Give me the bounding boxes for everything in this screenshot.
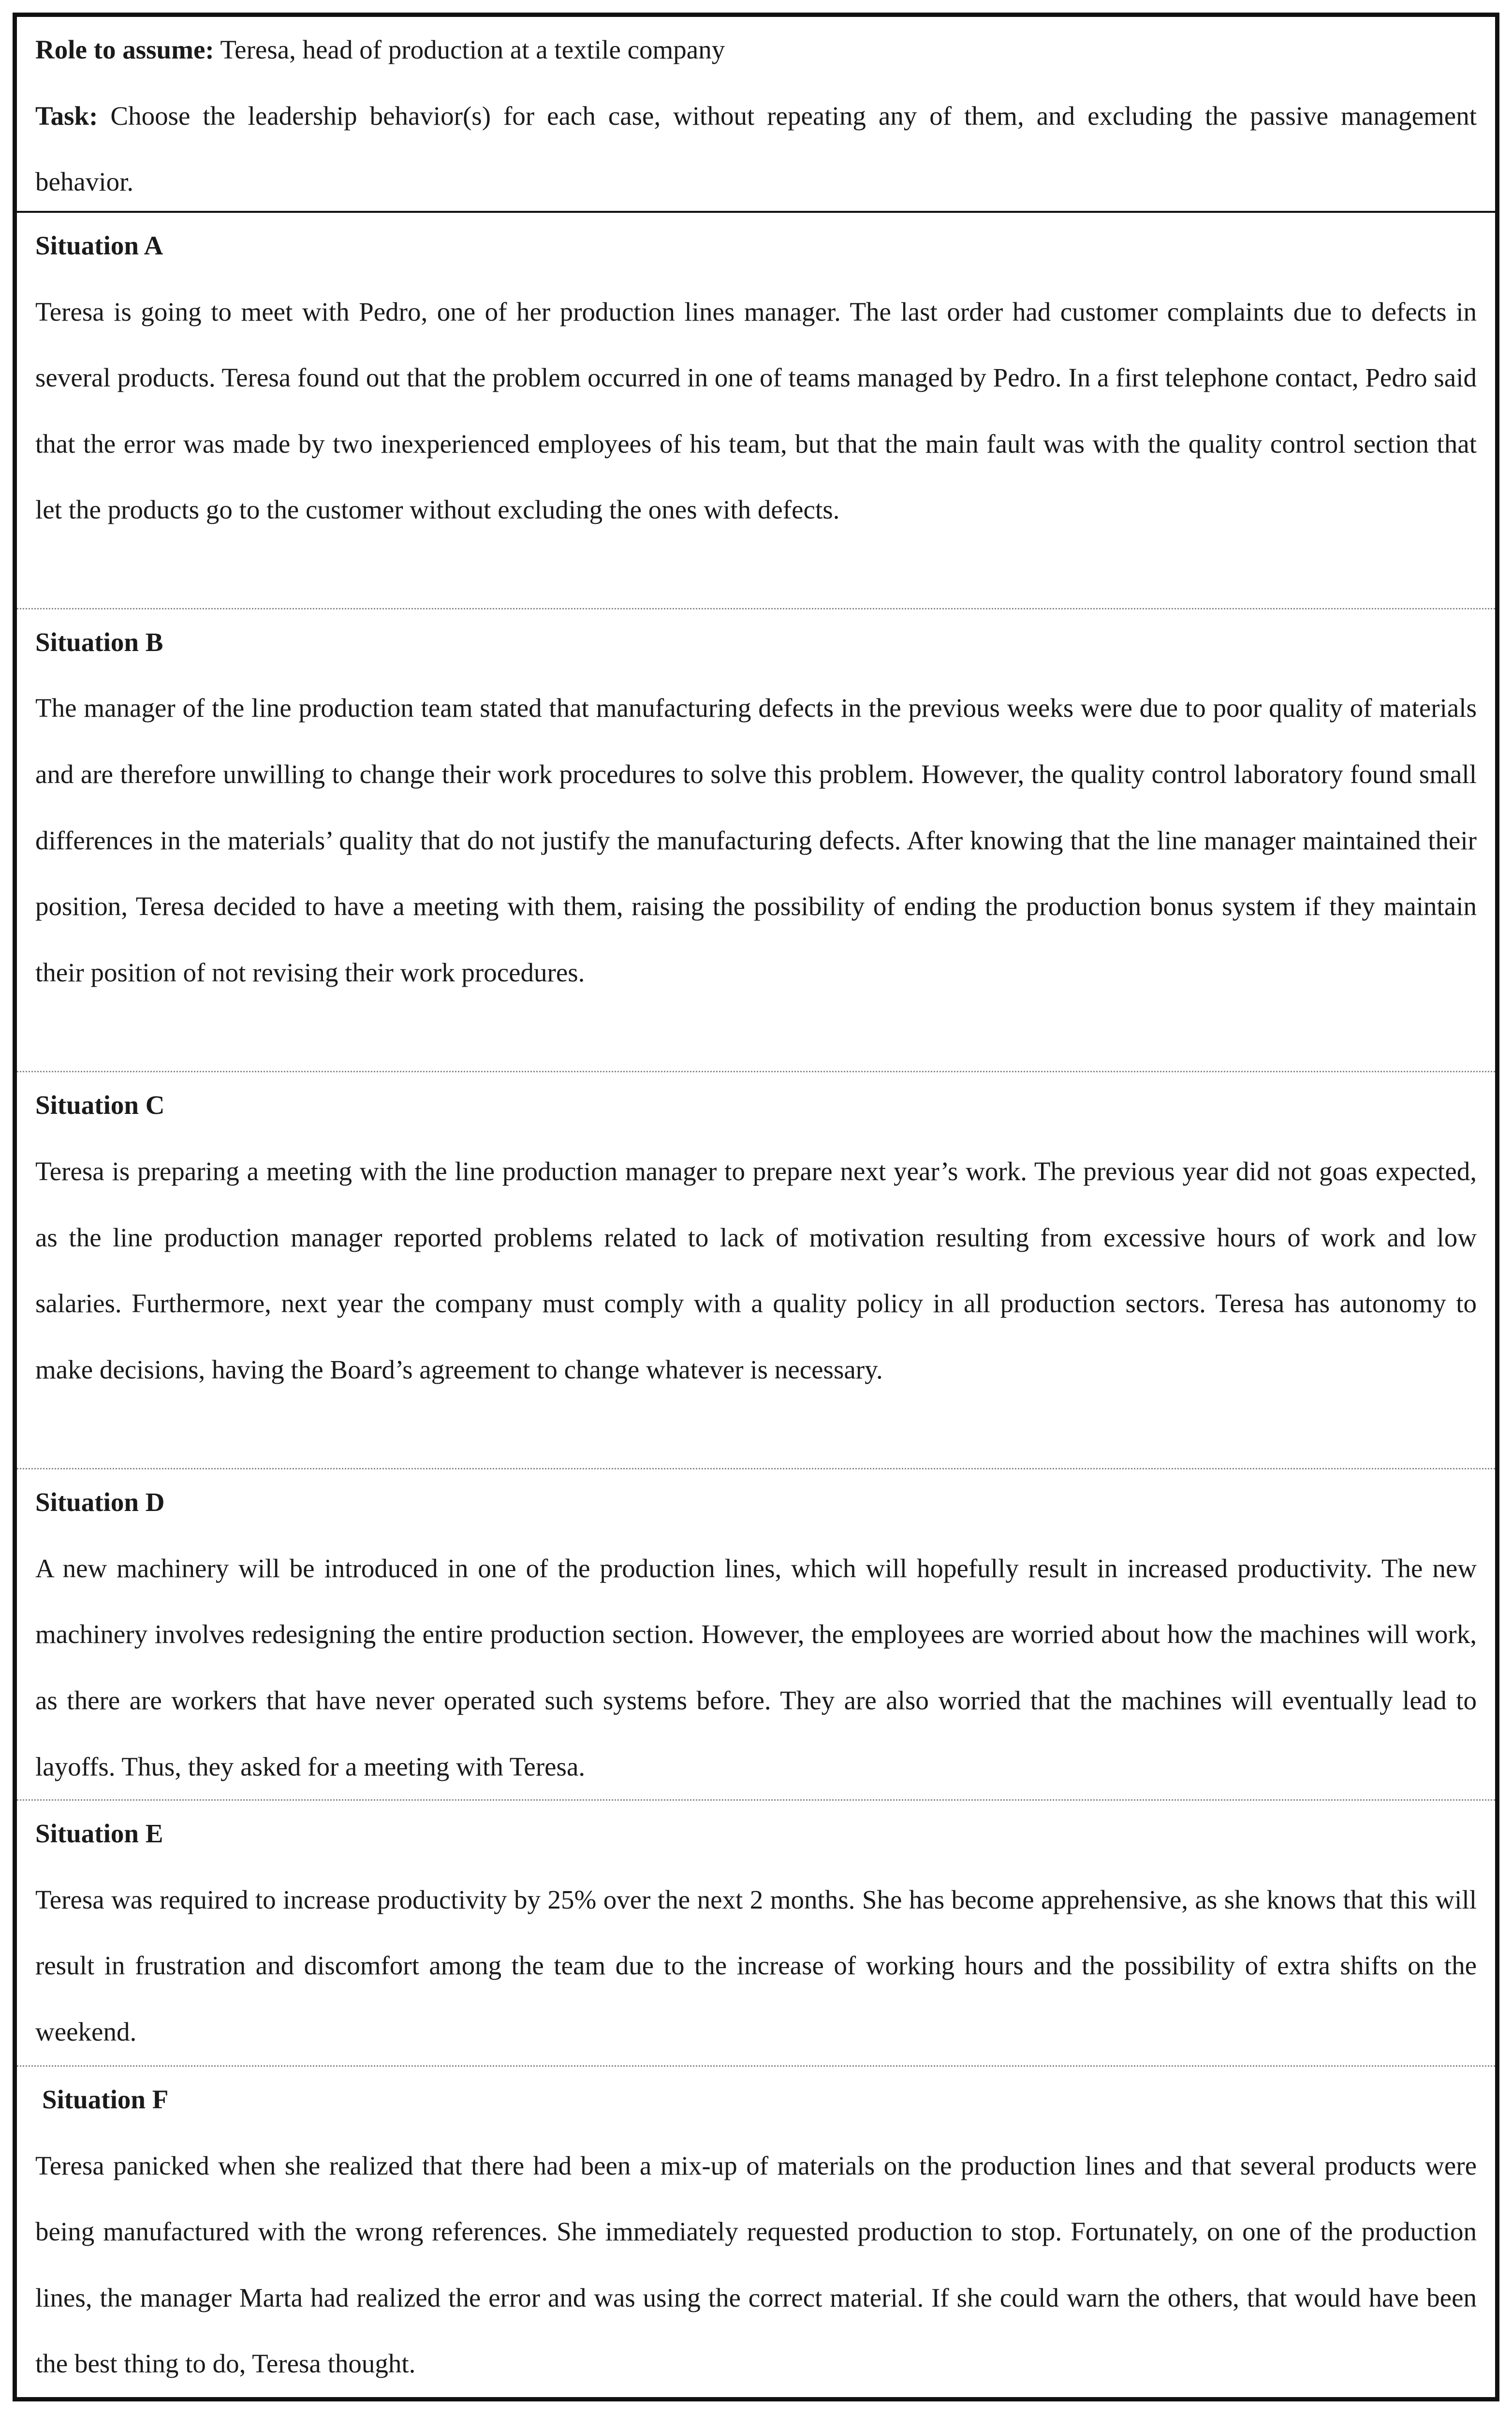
situation-title: Situation C: [35, 1090, 165, 1120]
situation-body: Teresa is preparing a meeting with the line production manager to prepare next year’s work. The previous year did not goas expected, as the line production manager reported problems related to lack of motivation resulting from excessive hours of work and low salaries. Furthermore, next year the company must comply with a quality policy in all production sectors. Teresa has autonomy to make decisions, having the Board’s agreement to change whatever is necessary.: [35, 1156, 1477, 1384]
situation-body: The manager of the line production team stated that manufacturing defects in the previous weeks were due to poor quality of materials and are therefore unwilling to change their work procedures to solve this problem. However, the quality control laboratory found small differences in the materials’ quality that do not justify the manufacturing defects. After knowing that the line manager maintained their position, Teresa decided to have a meeting with them, raising the possibility of ending the production bonus system if they maintain their position of not revising their work procedures.: [35, 693, 1477, 987]
situation-body: Teresa was required to increase productivity by 25% over the next 2 months. She has become apprehensive, as she knows that this will result in frustration and discomfort among the team due to the increase of working hours and the possibility of extra shifts on the weekend.: [35, 1884, 1477, 2046]
situation-title: Situation F: [42, 2085, 169, 2115]
task-line: [35, 83, 1477, 215]
situation-body: Teresa is going to meet with Pedro, one of her production lines manager. The last order had customer complaints due to defects in several products. Teresa found out that the problem occurred in one of teams managed by Pedro. In a first telephone contact, Pedro said that the error was made by two inexperienced employees of his team, but that the main fault was with the quality control section that let the products go to the customer without excluding the ones with defects.: [35, 296, 1477, 525]
situation-b: [17, 609, 1495, 1073]
task-label: Task:: [35, 101, 98, 131]
situation-body: A new machinery will be introduced in one of the production lines, which will hopefully result in increased productivity. The new machinery involves redesigning the entire production section. However, the employees are worried about how the machines will work, as there are workers that have never operated such systems before. They are also worried that the machines will eventually lead to layoffs. Thus, they asked for a meeting with Teresa.: [35, 1553, 1477, 1781]
situation-body: Teresa panicked when she realized that there had been a mix-up of materials on the production lines and that several products were being manufactured with the wrong references. She immediately requested production to stop. Fortunately, on one of the production lines, the manager Marta had realized the error and was using the correct material. If she could warn the others, that would have been the best thing to do, Teresa thought.: [35, 2150, 1477, 2379]
situation-a: [17, 213, 1495, 609]
role-line: [35, 17, 1477, 83]
situation-f: [17, 2067, 1495, 2397]
document-frame: [13, 13, 1499, 2401]
role-label: Role to assume:: [35, 35, 214, 64]
role-text: Teresa, head of production at a textile company: [214, 35, 725, 64]
task-text: Choose the leadership behavior(s) for each case, without repeating any of them, and excluding the passive management behavior.: [35, 101, 1477, 197]
situation-title: Situation D: [35, 1487, 165, 1517]
situation-d: [17, 1469, 1495, 1801]
header-section: [17, 17, 1495, 213]
situation-e: [17, 1801, 1495, 2067]
situation-title: Situation B: [35, 627, 163, 657]
situation-c: [17, 1072, 1495, 1469]
situation-title: Situation A: [35, 231, 163, 260]
situation-title: Situation E: [35, 1819, 163, 1849]
